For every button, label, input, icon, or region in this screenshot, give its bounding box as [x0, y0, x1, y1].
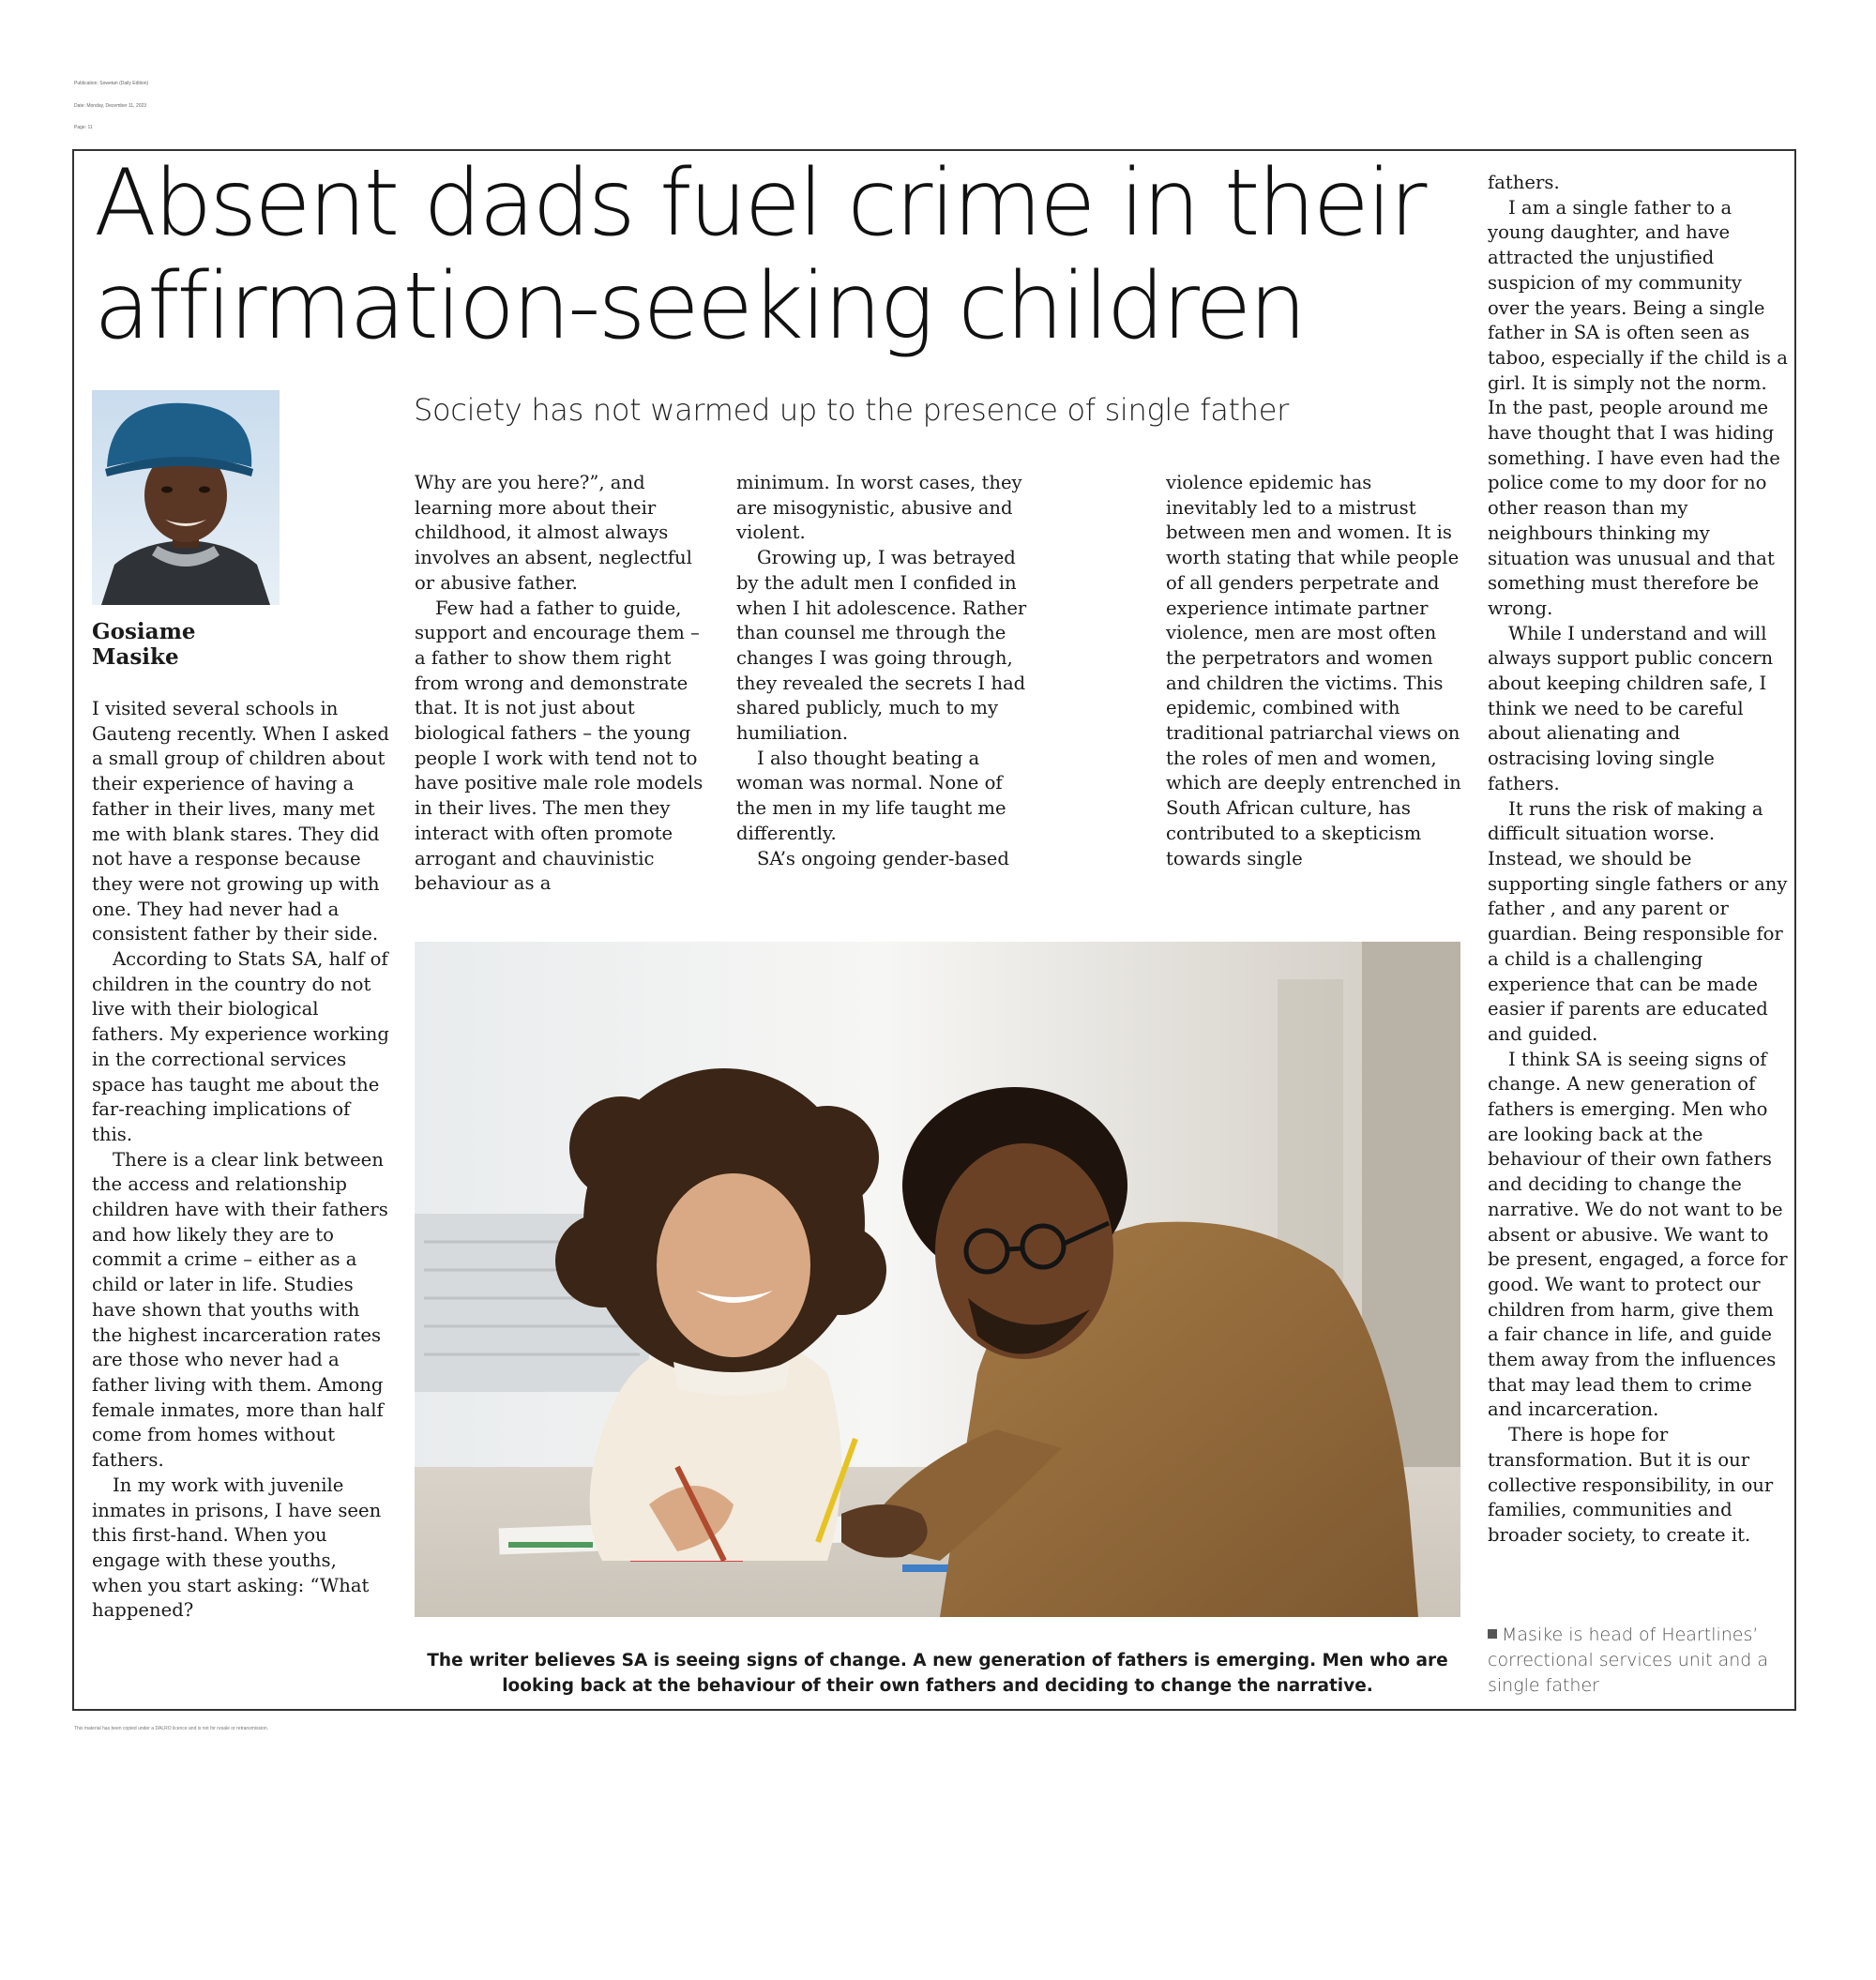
- author-byline: [92, 619, 196, 670]
- paragraph: Why are you here?”, and learning more about their childhood, it almost always involves an absent, neglectful or abusive father.: [415, 472, 692, 594]
- paragraph: I think SA is seeing signs of change. A new generation of fathers is emerging. Men who are looking back at the behaviour of their own fathers and deciding to change the narrative. We do not want to be absent or abusive. We want to be present, engaged, a force for good. We want to protect our children from harm, give them a fair chance in life, and guide them away from the influences that may lead them to crime and incarceration.: [1488, 1048, 1788, 1421]
- article-column-4: [1166, 471, 1466, 871]
- standfirst: Society has not warmed up to the presence of single father: [414, 392, 1290, 428]
- article-column-1: [92, 697, 392, 1624]
- article-column-5: [1488, 171, 1788, 1549]
- paragraph: According to Stats SA, half of children in the country do not live with their biological fathers. My experience working in the correctional services space has taught me about the far-reaching implications of this.: [92, 948, 389, 1145]
- paragraph: It runs the risk of making a difficult situation worse. Instead, we should be supporting single fathers or any father , and any parent or guardian. Being responsible for a child is a challenging experience that can be made easier if parents are educated and guided.: [1488, 797, 1788, 1045]
- copyright-note: This material has been copied under a DALRO licence and is not for resale or retransmission.: [74, 1726, 269, 1731]
- paragraph: I also thought beating a woman was normal. None of the men in my life taught me differently.: [736, 747, 1006, 844]
- publication-line: Publication: Sowetan (Daily Edition): [74, 81, 149, 86]
- paragraph: minimum. In worst cases, they are misogynistic, abusive and violent.: [736, 472, 1022, 544]
- paragraph: I am a single father to a young daughter, and have attracted the unjustified suspicion of my community over the years. Being a single father in SA is often seen as taboo, especially if the child is a girl. It is simply not the norm. In the past, people around me have thought that I was hiding something. I have even had the police come to my door for no other reason than my neighbours thinking my situation was unusual and that something must therefore be wrong.: [1488, 196, 1788, 619]
- paragraph: I visited several schools in Gauteng recently. When I asked a small group of children about their experience of having a father in their lives, many met me with blank stares. They did not have a response because they were not growing up with one. They had never had a consistent father by their side.: [92, 698, 389, 945]
- author-last-name: Masike: [92, 644, 179, 670]
- author-tagline: [1488, 1623, 1788, 1699]
- paragraph: SA’s ongoing gender-based: [757, 847, 1009, 869]
- paragraph: Growing up, I was betrayed by the adult men I confided in when I hit adolescence. Rather than counsel me through the changes I was going through, they revealed the secrets I had shared publicly, much to my humiliation.: [736, 547, 1027, 745]
- paragraph: violence epidemic has inevitably led to a mistrust between men and women. It is worth stating that while people of all genders perpetrate and experience intimate partner violence, men are most often the perpetrators and women and children the victims. This epidemic, combined with traditional patriarchal views on the roles of men and women, which are deeply entrenched in South African culture, has contributed to a skepticism towards single: [1166, 472, 1461, 869]
- paragraph: Few had a father to guide, support and encourage them – a father to show them right from wrong and demonstrate that. It is not just about biological fathers – the young people I work with tend not to have positive male role models in their lives. The men they interact with often promote arrogant and chauvinistic behaviour as a: [415, 597, 704, 895]
- paragraph: There is a clear link between the access and relationship children have with their fathers and how likely they are to commit a crime – either as a child or later in life. Studies have shown that youths with the highest incarceration rates are those who never had a father living with them. Among female inmates, more than half come from homes without fathers.: [92, 1148, 388, 1472]
- author-photo: [92, 390, 280, 605]
- paragraph: In my work with juvenile inmates in prisons, I have seen this first-hand. When you engage with these youths, when you start asking: “What happened?: [92, 1474, 382, 1622]
- paragraph: There is hope for transformation. But it is our collective responsibility, in our families, communities and broader society, to create it.: [1488, 1424, 1774, 1546]
- article-photo: [415, 942, 1460, 1617]
- article-column-3: [736, 471, 1036, 871]
- date-line: Date: Monday, December 11, 2023: [74, 103, 147, 109]
- author-first-name: Gosiame: [92, 619, 196, 644]
- paragraph: fathers.: [1488, 172, 1560, 193]
- bullet-square-icon: [1488, 1629, 1497, 1639]
- headline: Absent dads fuel crime in their affirmation-seeking children: [94, 150, 1425, 360]
- photo-caption: The writer believes SA is seeing signs of change. A new generation of fathers is emerging. Men who are looking back at the behaviour of their own fathers and deciding to change the narrative.: [427, 1651, 1448, 1696]
- page-line: Page: 11: [74, 125, 93, 130]
- article-column-2: [415, 471, 715, 897]
- author-tagline-text: Masike is head of Heartlines’ correctional services unit and a single father: [1488, 1625, 1769, 1696]
- paragraph: While I understand and will always support public concern about keeping children safe, I think we need to be careful about alienating and ostracising loving single fathers.: [1488, 622, 1774, 794]
